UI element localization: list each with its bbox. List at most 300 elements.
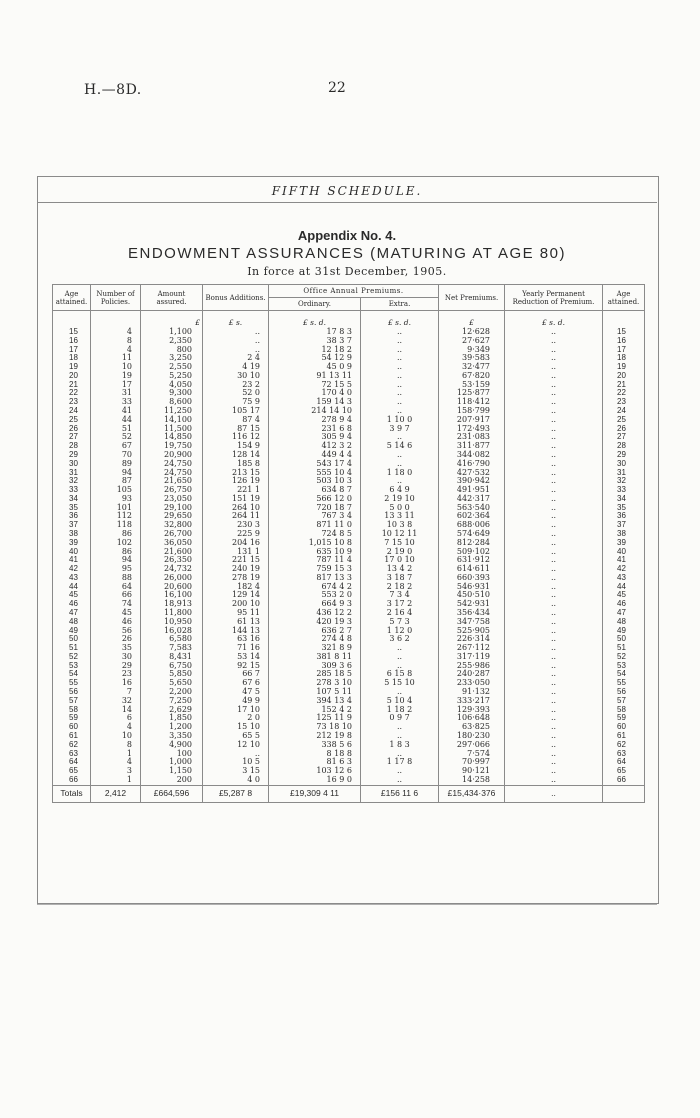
policies-cell: 46 bbox=[91, 618, 141, 627]
net-premium-cell: 91·132 bbox=[439, 688, 505, 697]
age-right-cell: 40 bbox=[603, 548, 645, 557]
amount-cell: 6,750 bbox=[141, 662, 203, 671]
reduction-cell: .. bbox=[505, 381, 603, 390]
extra-cell: 2 18 2 bbox=[361, 583, 439, 592]
age-cell: 61 bbox=[53, 732, 91, 741]
reduction-cell: .. bbox=[505, 416, 603, 425]
ordinary-cell: 170 4 0 bbox=[269, 389, 361, 398]
net-premium-cell: 442·317 bbox=[439, 495, 505, 504]
extra-cell: .. bbox=[361, 776, 439, 785]
ordinary-cell: 817 13 3 bbox=[269, 574, 361, 583]
reduction-cell: .. bbox=[505, 556, 603, 565]
net-premium-cell: 317·119 bbox=[439, 653, 505, 662]
policies-cell: 112 bbox=[91, 512, 141, 521]
ordinary-cell: 159 14 3 bbox=[269, 398, 361, 407]
extra-cell: 0 9 7 bbox=[361, 714, 439, 723]
reduction-cell: .. bbox=[505, 574, 603, 583]
age-cell: 36 bbox=[53, 512, 91, 521]
extra-cell: 2 16 4 bbox=[361, 609, 439, 618]
ordinary-cell: 38 3 7 bbox=[269, 337, 361, 346]
extra-cell: .. bbox=[361, 460, 439, 469]
policies-cell: 66 bbox=[91, 591, 141, 600]
policies-cell: 105 bbox=[91, 486, 141, 495]
amount-cell: 5,650 bbox=[141, 679, 203, 688]
ordinary-cell: 12 18 2 bbox=[269, 346, 361, 355]
age-right-cell: 26 bbox=[603, 425, 645, 434]
age-right-cell: 15 bbox=[603, 328, 645, 337]
ordinary-cell: 555 10 4 bbox=[269, 469, 361, 478]
net-premium-cell: 688·006 bbox=[439, 521, 505, 530]
extra-cell: 1 18 2 bbox=[361, 706, 439, 715]
reduction-cell: .. bbox=[505, 407, 603, 416]
reduction-cell: .. bbox=[505, 565, 603, 574]
net-premium-cell: 542·931 bbox=[439, 600, 505, 609]
extra-cell: 7 15 10 bbox=[361, 539, 439, 548]
net-premium-cell: 240·287 bbox=[439, 670, 505, 679]
age-right-cell: 48 bbox=[603, 618, 645, 627]
bonus-cell: .. bbox=[203, 346, 269, 355]
age-cell: 45 bbox=[53, 591, 91, 600]
bonus-cell: 3 15 bbox=[203, 767, 269, 776]
extra-cell: .. bbox=[361, 688, 439, 697]
extra-cell: .. bbox=[361, 767, 439, 776]
net-premium-cell: 546·931 bbox=[439, 583, 505, 592]
amount-cell: 26,350 bbox=[141, 556, 203, 565]
reduction-cell: .. bbox=[505, 363, 603, 372]
net-premium-cell: 614·611 bbox=[439, 565, 505, 574]
net-premium-cell: 27·627 bbox=[439, 337, 505, 346]
bonus-cell: 225 9 bbox=[203, 530, 269, 539]
extra-cell: 1 10 0 bbox=[361, 416, 439, 425]
age-right-cell: 42 bbox=[603, 565, 645, 574]
header-bonus-additions: Bonus Additions. bbox=[203, 285, 269, 311]
header-amount-assured: Amount assured. bbox=[141, 285, 203, 311]
age-cell: 47 bbox=[53, 609, 91, 618]
age-right-cell: 45 bbox=[603, 591, 645, 600]
policies-cell: 44 bbox=[91, 416, 141, 425]
ordinary-cell: 338 5 6 bbox=[269, 741, 361, 750]
totals-extra: £156 11 6 bbox=[361, 785, 439, 802]
bonus-cell: 230 3 bbox=[203, 521, 269, 530]
extra-cell: 3 17 2 bbox=[361, 600, 439, 609]
bonus-cell: 264 10 bbox=[203, 504, 269, 513]
net-premium-cell: 333·217 bbox=[439, 697, 505, 706]
reduction-cell: .. bbox=[505, 328, 603, 337]
age-right-cell: 17 bbox=[603, 346, 645, 355]
age-cell: 33 bbox=[53, 486, 91, 495]
policies-cell: 51 bbox=[91, 425, 141, 434]
age-right-cell: 24 bbox=[603, 407, 645, 416]
policies-cell: 8 bbox=[91, 741, 141, 750]
amount-cell: 14,850 bbox=[141, 433, 203, 442]
ordinary-cell: 412 3 2 bbox=[269, 442, 361, 451]
reduction-cell: .. bbox=[505, 776, 603, 785]
net-premium-cell: 416·790 bbox=[439, 460, 505, 469]
ordinary-cell: 231 6 8 bbox=[269, 425, 361, 434]
policies-cell: 1 bbox=[91, 776, 141, 785]
extra-cell: .. bbox=[361, 398, 439, 407]
extra-cell: .. bbox=[361, 363, 439, 372]
amount-cell: 11,500 bbox=[141, 425, 203, 434]
policies-cell: 67 bbox=[91, 442, 141, 451]
reduction-cell: .. bbox=[505, 688, 603, 697]
bottom-rule bbox=[37, 904, 657, 905]
age-right-cell: 43 bbox=[603, 574, 645, 583]
reduction-cell: .. bbox=[505, 433, 603, 442]
reduction-cell: .. bbox=[505, 354, 603, 363]
age-cell: 28 bbox=[53, 442, 91, 451]
age-cell: 52 bbox=[53, 653, 91, 662]
age-right-cell: 50 bbox=[603, 635, 645, 644]
policies-cell: 102 bbox=[91, 539, 141, 548]
reduction-cell: .. bbox=[505, 635, 603, 644]
policies-cell: 30 bbox=[91, 653, 141, 662]
age-right-cell: 28 bbox=[603, 442, 645, 451]
reduction-cell: .. bbox=[505, 583, 603, 592]
extra-cell: 6 15 8 bbox=[361, 670, 439, 679]
policies-cell: 6 bbox=[91, 714, 141, 723]
unit-ordinary: £ s. d. bbox=[269, 319, 361, 328]
policies-cell: 101 bbox=[91, 504, 141, 513]
bonus-cell: 204 16 bbox=[203, 539, 269, 548]
age-right-cell: 54 bbox=[603, 670, 645, 679]
extra-cell: 3 18 7 bbox=[361, 574, 439, 583]
reduction-cell: .. bbox=[505, 741, 603, 750]
amount-cell: 36,050 bbox=[141, 539, 203, 548]
extra-cell: 2 19 10 bbox=[361, 495, 439, 504]
age-cell: 66 bbox=[53, 776, 91, 785]
extra-cell: .. bbox=[361, 662, 439, 671]
ordinary-cell: 636 2 7 bbox=[269, 627, 361, 636]
reduction-cell: .. bbox=[505, 530, 603, 539]
age-cell: 26 bbox=[53, 425, 91, 434]
net-premium-cell: 90·121 bbox=[439, 767, 505, 776]
bonus-cell: 71 16 bbox=[203, 644, 269, 653]
net-premium-cell: 7·574 bbox=[439, 750, 505, 759]
age-cell: 65 bbox=[53, 767, 91, 776]
reduction-cell: .. bbox=[505, 398, 603, 407]
net-premium-cell: 255·986 bbox=[439, 662, 505, 671]
bonus-cell: 4 19 bbox=[203, 363, 269, 372]
net-premium-cell: 347·758 bbox=[439, 618, 505, 627]
bonus-cell: 67 6 bbox=[203, 679, 269, 688]
unit-extra: £ s. d. bbox=[361, 319, 439, 328]
amount-cell: 5,250 bbox=[141, 372, 203, 381]
bonus-cell: 116 12 bbox=[203, 433, 269, 442]
age-right-cell: 35 bbox=[603, 504, 645, 513]
net-premium-cell: 63·825 bbox=[439, 723, 505, 732]
policies-cell: 87 bbox=[91, 477, 141, 486]
age-cell: 39 bbox=[53, 539, 91, 548]
ordinary-cell: 394 13 4 bbox=[269, 697, 361, 706]
net-premium-cell: 158·799 bbox=[439, 407, 505, 416]
bonus-cell: .. bbox=[203, 337, 269, 346]
age-right-cell: 61 bbox=[603, 732, 645, 741]
age-cell: 63 bbox=[53, 750, 91, 759]
amount-cell: 20,600 bbox=[141, 583, 203, 592]
ordinary-cell: 436 12 2 bbox=[269, 609, 361, 618]
unit-bonus: £ s. bbox=[203, 319, 269, 328]
age-cell: 62 bbox=[53, 741, 91, 750]
bonus-cell: 240 19 bbox=[203, 565, 269, 574]
policies-cell: 17 bbox=[91, 381, 141, 390]
amount-cell: 2,629 bbox=[141, 706, 203, 715]
policies-cell: 70 bbox=[91, 451, 141, 460]
age-cell: 22 bbox=[53, 389, 91, 398]
net-premium-cell: 32·477 bbox=[439, 363, 505, 372]
amount-cell: 11,250 bbox=[141, 407, 203, 416]
bonus-cell: 4 0 bbox=[203, 776, 269, 785]
net-premium-cell: 602·364 bbox=[439, 512, 505, 521]
extra-cell: 5 10 4 bbox=[361, 697, 439, 706]
age-cell: 58 bbox=[53, 706, 91, 715]
policies-cell: 4 bbox=[91, 723, 141, 732]
amount-cell: 21,600 bbox=[141, 548, 203, 557]
totals-label: Totals bbox=[53, 785, 91, 802]
amount-cell: 1,850 bbox=[141, 714, 203, 723]
reduction-cell: .. bbox=[505, 662, 603, 671]
amount-cell: 16,028 bbox=[141, 627, 203, 636]
header-yearly-reduction: Yearly Permanent Reduction of Premium. bbox=[505, 285, 603, 311]
ordinary-cell: 566 12 0 bbox=[269, 495, 361, 504]
age-cell: 59 bbox=[53, 714, 91, 723]
extra-cell: 1 17 8 bbox=[361, 758, 439, 767]
policies-cell: 41 bbox=[91, 407, 141, 416]
net-premium-cell: 660·393 bbox=[439, 574, 505, 583]
amount-cell: 3,350 bbox=[141, 732, 203, 741]
age-cell: 35 bbox=[53, 504, 91, 513]
totals-ordinary: £19,309 4 11 bbox=[269, 785, 361, 802]
age-cell: 29 bbox=[53, 451, 91, 460]
extra-cell: .. bbox=[361, 328, 439, 337]
amount-cell: 16,100 bbox=[141, 591, 203, 600]
amount-cell: 20,900 bbox=[141, 451, 203, 460]
extra-cell: 2 19 0 bbox=[361, 548, 439, 557]
extra-cell: 5 0 0 bbox=[361, 504, 439, 513]
ordinary-cell: 152 4 2 bbox=[269, 706, 361, 715]
amount-cell: 1,000 bbox=[141, 758, 203, 767]
reduction-cell: .. bbox=[505, 758, 603, 767]
totals-bonus: £5,287 8 bbox=[203, 785, 269, 802]
age-right-cell: 64 bbox=[603, 758, 645, 767]
amount-cell: 2,350 bbox=[141, 337, 203, 346]
bonus-cell: 30 10 bbox=[203, 372, 269, 381]
reduction-cell: .. bbox=[505, 442, 603, 451]
bonus-cell: 221 15 bbox=[203, 556, 269, 565]
ordinary-cell: 278 3 10 bbox=[269, 679, 361, 688]
policies-cell: 4 bbox=[91, 758, 141, 767]
reduction-cell: .. bbox=[505, 723, 603, 732]
amount-cell: 2,200 bbox=[141, 688, 203, 697]
reduction-cell: .. bbox=[505, 504, 603, 513]
bonus-cell: 213 15 bbox=[203, 469, 269, 478]
bonus-cell: 61 13 bbox=[203, 618, 269, 627]
endowment-table bbox=[52, 284, 645, 803]
net-premium-cell: 14·258 bbox=[439, 776, 505, 785]
table-row bbox=[53, 776, 645, 785]
unit-net: £ bbox=[439, 319, 505, 328]
reduction-cell: .. bbox=[505, 653, 603, 662]
age-right-cell: 36 bbox=[603, 512, 645, 521]
bonus-cell: 182 4 bbox=[203, 583, 269, 592]
policies-cell: 4 bbox=[91, 328, 141, 337]
unit-amount: £ bbox=[141, 319, 203, 328]
age-cell: 25 bbox=[53, 416, 91, 425]
age-right-cell: 32 bbox=[603, 477, 645, 486]
age-right-cell: 25 bbox=[603, 416, 645, 425]
amount-cell: 2,550 bbox=[141, 363, 203, 372]
age-cell: 49 bbox=[53, 627, 91, 636]
policies-cell: 10 bbox=[91, 363, 141, 372]
policies-cell: 118 bbox=[91, 521, 141, 530]
age-right-cell: 51 bbox=[603, 644, 645, 653]
net-premium-cell: 356·434 bbox=[439, 609, 505, 618]
policies-cell: 52 bbox=[91, 433, 141, 442]
amount-cell: 29,100 bbox=[141, 504, 203, 513]
amount-cell: 14,100 bbox=[141, 416, 203, 425]
ordinary-cell: 54 12 9 bbox=[269, 354, 361, 363]
reduction-cell: .. bbox=[505, 679, 603, 688]
age-cell: 51 bbox=[53, 644, 91, 653]
ordinary-cell: 767 3 4 bbox=[269, 512, 361, 521]
age-right-cell: 63 bbox=[603, 750, 645, 759]
bonus-cell: 151 19 bbox=[203, 495, 269, 504]
amount-cell: 800 bbox=[141, 346, 203, 355]
reduction-cell: .. bbox=[505, 372, 603, 381]
policies-cell: 23 bbox=[91, 670, 141, 679]
extra-cell: 17 0 10 bbox=[361, 556, 439, 565]
bonus-cell: .. bbox=[203, 328, 269, 337]
policies-cell: 14 bbox=[91, 706, 141, 715]
bonus-cell: 105 17 bbox=[203, 407, 269, 416]
header-ordinary: Ordinary. bbox=[269, 298, 361, 311]
amount-cell: 100 bbox=[141, 750, 203, 759]
ordinary-cell: 103 12 6 bbox=[269, 767, 361, 776]
extra-cell: 5 15 10 bbox=[361, 679, 439, 688]
ordinary-cell: 720 18 7 bbox=[269, 504, 361, 513]
policies-cell: 95 bbox=[91, 565, 141, 574]
age-right-cell: 53 bbox=[603, 662, 645, 671]
ordinary-cell: 449 4 4 bbox=[269, 451, 361, 460]
ordinary-cell: 635 10 9 bbox=[269, 548, 361, 557]
age-right-cell: 39 bbox=[603, 539, 645, 548]
policies-cell: 88 bbox=[91, 574, 141, 583]
net-premium-cell: 563·540 bbox=[439, 504, 505, 513]
ordinary-cell: 125 11 9 bbox=[269, 714, 361, 723]
age-cell: 44 bbox=[53, 583, 91, 592]
age-cell: 18 bbox=[53, 354, 91, 363]
amount-cell: 26,750 bbox=[141, 486, 203, 495]
ordinary-cell: 214 14 10 bbox=[269, 407, 361, 416]
ordinary-cell: 8 18 8 bbox=[269, 750, 361, 759]
reduction-cell: .. bbox=[505, 486, 603, 495]
reduction-cell: .. bbox=[505, 706, 603, 715]
amount-cell: 26,000 bbox=[141, 574, 203, 583]
age-cell: 24 bbox=[53, 407, 91, 416]
ordinary-cell: 305 9 4 bbox=[269, 433, 361, 442]
appendix-number: Appendix No. 4. bbox=[297, 228, 397, 243]
reduction-cell: .. bbox=[505, 539, 603, 548]
age-right-cell: 22 bbox=[603, 389, 645, 398]
unit-reduction: £ s. d. bbox=[505, 319, 603, 328]
amount-cell: 7,583 bbox=[141, 644, 203, 653]
amount-cell: 32,800 bbox=[141, 521, 203, 530]
age-right-cell: 30 bbox=[603, 460, 645, 469]
age-cell: 60 bbox=[53, 723, 91, 732]
extra-cell: .. bbox=[361, 381, 439, 390]
policies-cell: 45 bbox=[91, 609, 141, 618]
ordinary-cell: 17 8 3 bbox=[269, 328, 361, 337]
policies-cell: 1 bbox=[91, 750, 141, 759]
reduction-cell: .. bbox=[505, 548, 603, 557]
bonus-cell: 10 5 bbox=[203, 758, 269, 767]
policies-cell: 7 bbox=[91, 688, 141, 697]
policies-cell: 31 bbox=[91, 389, 141, 398]
extra-cell: 3 9 7 bbox=[361, 425, 439, 434]
age-cell: 54 bbox=[53, 670, 91, 679]
extra-cell: .. bbox=[361, 653, 439, 662]
bonus-cell: 221 1 bbox=[203, 486, 269, 495]
ordinary-cell: 107 5 11 bbox=[269, 688, 361, 697]
policies-cell: 11 bbox=[91, 354, 141, 363]
bonus-cell: 53 14 bbox=[203, 653, 269, 662]
document-reference: H.—8D. bbox=[84, 82, 142, 98]
reduction-cell: .. bbox=[505, 495, 603, 504]
schedule-divider bbox=[37, 202, 657, 203]
table-body bbox=[53, 311, 645, 786]
ordinary-cell: 16 9 0 bbox=[269, 776, 361, 785]
reduction-cell: .. bbox=[505, 477, 603, 486]
net-premium-cell: 631·912 bbox=[439, 556, 505, 565]
net-premium-cell: 125·877 bbox=[439, 389, 505, 398]
policies-cell: 86 bbox=[91, 530, 141, 539]
amount-cell: 11,800 bbox=[141, 609, 203, 618]
age-cell: 31 bbox=[53, 469, 91, 478]
net-premium-cell: 344·082 bbox=[439, 451, 505, 460]
age-right-cell: 38 bbox=[603, 530, 645, 539]
reduction-cell: .. bbox=[505, 609, 603, 618]
amount-cell: 19,750 bbox=[141, 442, 203, 451]
header-net-premiums: Net Premiums. bbox=[439, 285, 505, 311]
age-cell: 19 bbox=[53, 363, 91, 372]
amount-cell: 3,250 bbox=[141, 354, 203, 363]
header-extra: Extra. bbox=[361, 298, 439, 311]
ordinary-cell: 759 15 3 bbox=[269, 565, 361, 574]
net-premium-cell: 812·284 bbox=[439, 539, 505, 548]
ordinary-cell: 45 0 9 bbox=[269, 363, 361, 372]
extra-cell: 10 3 8 bbox=[361, 521, 439, 530]
bonus-cell: 52 0 bbox=[203, 389, 269, 398]
policies-cell: 35 bbox=[91, 644, 141, 653]
amount-cell: 23,050 bbox=[141, 495, 203, 504]
bonus-cell: 63 16 bbox=[203, 635, 269, 644]
age-right-cell: 59 bbox=[603, 714, 645, 723]
age-right-cell: 31 bbox=[603, 469, 645, 478]
reduction-cell: .. bbox=[505, 591, 603, 600]
bonus-cell: 126 19 bbox=[203, 477, 269, 486]
net-premium-cell: 118·412 bbox=[439, 398, 505, 407]
ordinary-cell: 91 13 11 bbox=[269, 372, 361, 381]
age-cell: 34 bbox=[53, 495, 91, 504]
appendix-subtitle: In force at 31st December, 1905. bbox=[247, 265, 447, 278]
age-right-cell: 66 bbox=[603, 776, 645, 785]
amount-cell: 21,650 bbox=[141, 477, 203, 486]
ordinary-cell: 543 17 4 bbox=[269, 460, 361, 469]
bonus-cell: 278 19 bbox=[203, 574, 269, 583]
age-cell: 15 bbox=[53, 328, 91, 337]
policies-cell: 26 bbox=[91, 635, 141, 644]
net-premium-cell: 525·905 bbox=[439, 627, 505, 636]
